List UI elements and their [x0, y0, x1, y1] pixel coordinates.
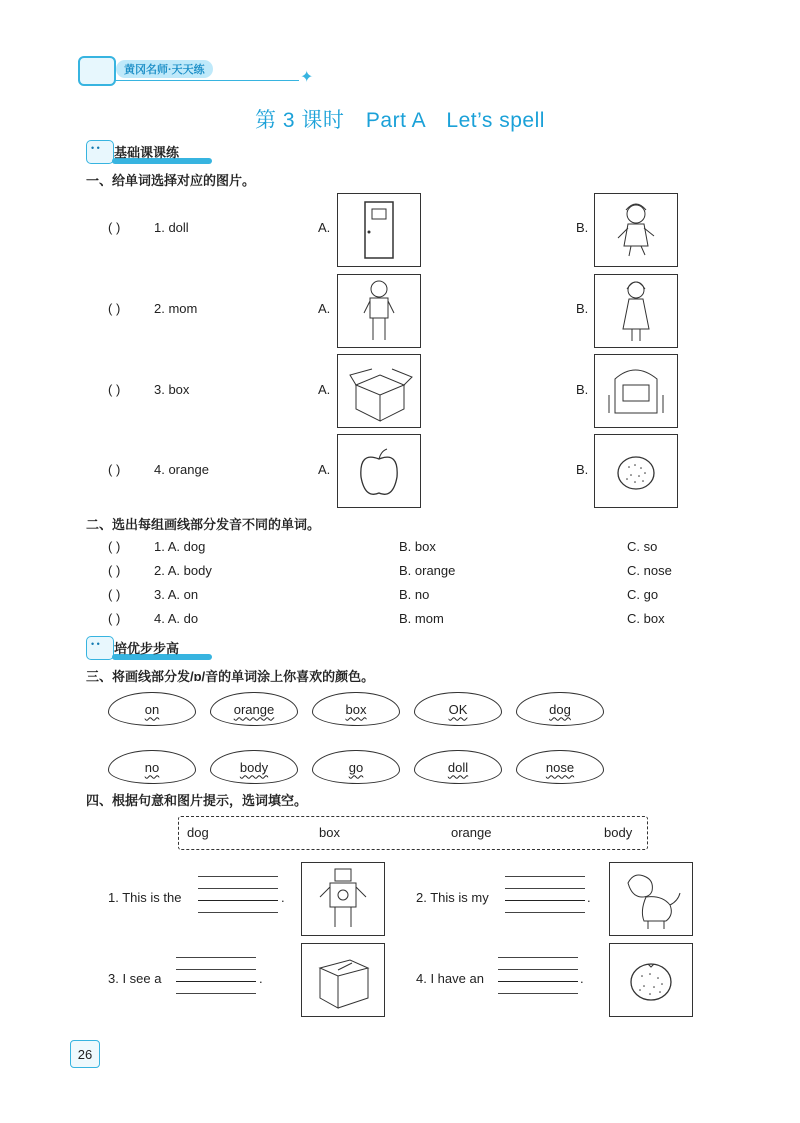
q2-option-b: B. orange [399, 563, 456, 578]
doll-image [594, 193, 678, 267]
q1-option-a-label: A. [318, 301, 331, 316]
brand-header [78, 56, 314, 86]
word-cloud[interactable]: OK [414, 692, 502, 726]
q1-heading: 一、给单词选择对应的图片。 [86, 173, 256, 188]
word-cloud[interactable]: dog [516, 692, 604, 726]
word-cloud[interactable]: nose [516, 750, 604, 784]
page-title: 第 3 课时 Part A Let’s spell [255, 109, 545, 132]
word-cloud[interactable]: go [312, 750, 400, 784]
q1-item-1: ( ) 1. doll [108, 220, 189, 235]
bear-icon [86, 140, 114, 164]
door-icon [338, 194, 420, 266]
q1-option-a-label: A. [318, 382, 331, 397]
q2-option-c: C. go [627, 587, 659, 602]
word-cloud[interactable]: on [108, 692, 196, 726]
doll-icon [595, 194, 677, 266]
orange-icon [610, 944, 692, 1016]
q2-option-c: C. nose [627, 563, 672, 578]
q4-heading: 四、根据句意和图片提示，选词填空。 [86, 793, 308, 808]
robot-image [301, 862, 385, 936]
star-icon: ✦ [300, 69, 314, 86]
apple-image [337, 434, 421, 508]
orange-image [609, 943, 693, 1017]
q1-option-a-label: A. [318, 462, 331, 477]
word-bank-item: box [319, 825, 340, 840]
robot-icon [302, 863, 384, 935]
box-image [337, 354, 421, 428]
sentence-1-text: 1. This is the [108, 890, 182, 905]
door-image [337, 193, 421, 267]
woman-icon [595, 275, 677, 347]
q2-row-4: ( ) 4. A. do [108, 611, 199, 626]
boy-icon [338, 275, 420, 347]
box-image [301, 943, 385, 1017]
word-cloud[interactable]: orange [210, 692, 298, 726]
brand-text: 黄冈名师·天天练 [116, 60, 213, 78]
q2-heading: 二、选出每组画线部分发音不同的单词。 [86, 517, 321, 532]
answer-line-3[interactable] [176, 957, 256, 993]
q2-option-b: B. box [399, 539, 436, 554]
sentence-2-text: 2. This is my [416, 890, 489, 905]
section-badge-advanced: • • 培优步步高 [86, 636, 226, 660]
q1-item-3: ( ) 3. box [108, 382, 190, 397]
word-bank-item: dog [187, 825, 209, 840]
bear-icon [86, 636, 114, 660]
q2-option-b: B. mom [399, 611, 444, 626]
orange-icon [595, 435, 677, 507]
box-icon [302, 944, 384, 1016]
word-cloud[interactable]: body [210, 750, 298, 784]
q2-row-3: ( ) 3. A. on [108, 587, 199, 602]
q2-option-c: C. so [627, 539, 658, 554]
q1-item-2: ( ) 2. mom [108, 301, 198, 316]
schoolbag-image [594, 354, 678, 428]
q1-option-b-label: B. [576, 462, 589, 477]
orange-image [594, 434, 678, 508]
dog-icon [610, 863, 692, 935]
sentence-3-text: 3. I see a [108, 971, 162, 986]
q1-option-a-label: A. [318, 220, 331, 235]
word-bank-item: orange [451, 825, 492, 840]
q1-option-b-label: B. [576, 382, 589, 397]
dog-image [609, 862, 693, 936]
sentence-4-text: 4. I have an [416, 971, 484, 986]
q1-item-4: ( ) 4. orange [108, 462, 209, 477]
word-cloud[interactable]: no [108, 750, 196, 784]
box-icon [338, 355, 420, 427]
section-badge-basic: • • 基础课课练 [86, 140, 226, 164]
word-bank [178, 816, 648, 850]
word-cloud[interactable]: box [312, 692, 400, 726]
q2-row-2: ( ) 2. A. body [108, 563, 212, 578]
apple-icon [338, 435, 420, 507]
word-bank-item: body [604, 825, 633, 840]
word-cloud[interactable]: doll [414, 750, 502, 784]
bear-logo-icon [78, 56, 116, 86]
woman-image [594, 274, 678, 348]
q2-option-c: C. box [627, 611, 665, 626]
q1-option-b-label: B. [576, 301, 589, 316]
answer-line-1[interactable] [198, 876, 278, 912]
schoolbag-icon [595, 355, 677, 427]
q2-option-b: B. no [399, 587, 430, 602]
q1-option-b-label: B. [576, 220, 589, 235]
answer-line-4[interactable] [498, 957, 578, 993]
answer-line-2[interactable] [505, 876, 585, 912]
page-number: 26 [70, 1040, 100, 1068]
q2-row-1: ( ) 1. A. dog [108, 539, 206, 554]
boy-image [337, 274, 421, 348]
q3-heading: 三、将画线部分发/ɒ/音的单词涂上你喜欢的颜色。 [86, 669, 375, 684]
